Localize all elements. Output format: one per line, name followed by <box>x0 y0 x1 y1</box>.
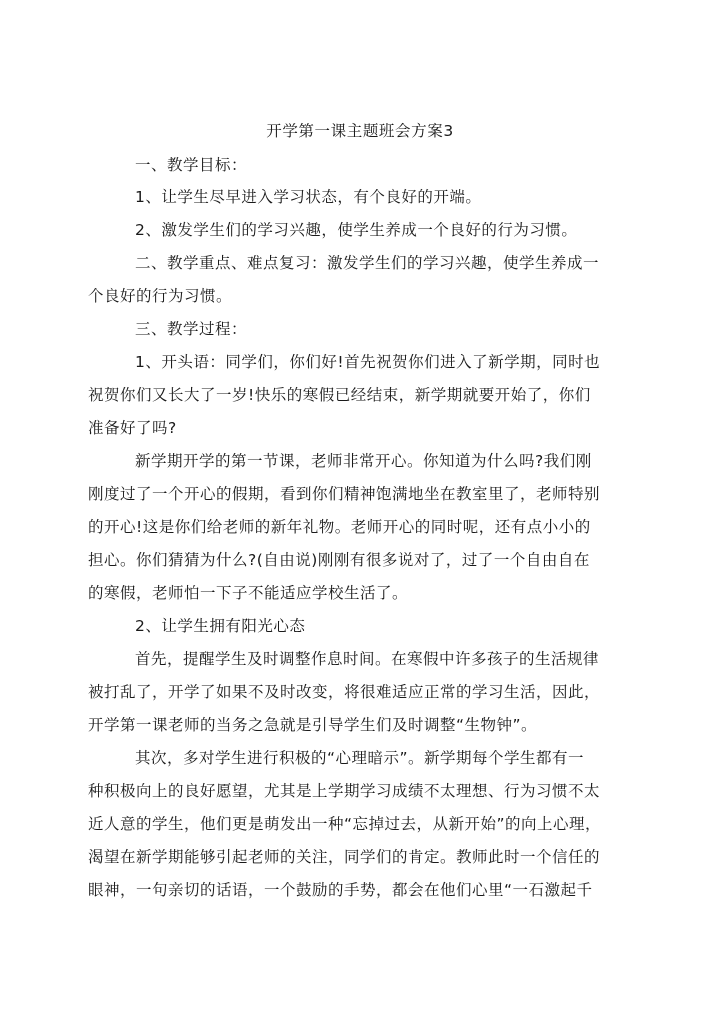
heading-sunny-mindset: 2、让学生拥有阳光心态 <box>135 617 306 635</box>
paragraph-new-term-line-1: 新学期开学的第一节课，老师非常开心。你知道为什么吗?我们刚 <box>135 452 592 470</box>
paragraph-new-term-line-3: 的开心!这是你们给老师的新年礼物。老师开心的同时呢，还有点小小的 <box>88 518 591 536</box>
paragraph-second-line-3: 近人意的学生，他们更是萌发出一种“忘掉过去，从新开始”的向上心理， <box>88 815 602 833</box>
heading-key-points-line-2: 个良好的行为习惯。 <box>88 287 233 305</box>
paragraph-new-term-line-2: 刚度过了一个开心的假期，看到你们精神饱满地坐在教室里了，老师特别 <box>88 485 601 503</box>
goal-item-1: 1、让学生尽早进入学习状态，有个良好的开端。 <box>135 188 482 206</box>
paragraph-first-line-1: 首先，提醒学生及时调整作息时间。在寒假中许多孩子的生活规律 <box>135 650 600 668</box>
heading-teaching-goals: 一、教学目标： <box>135 156 248 174</box>
heading-teaching-process: 三、教学过程： <box>135 320 248 338</box>
paragraph-second-line-5: 眼神，一句亲切的话语，一个鼓励的手势，都会在他们心里“一石激起千 <box>88 881 593 899</box>
document-title: 开学第一课主题班会方案3 <box>266 122 454 140</box>
opening-line-3: 准备好了吗? <box>88 419 177 437</box>
paragraph-new-term-line-4: 担心。你们猜猜为什么?(自由说)刚刚有很多说对了，过了一个自由自在 <box>88 551 590 569</box>
opening-line-1: 1、开头语：同学们，你们好!首先祝贺你们进入了新学期，同时也 <box>135 353 601 371</box>
heading-key-points-line-1: 二、教学重点、难点复习：激发学生们的学习兴趣，使学生养成一 <box>135 254 600 272</box>
paragraph-new-term-line-5: 的寒假，老师怕一下子不能适应学校生活了。 <box>88 584 409 602</box>
paragraph-first-line-2: 被打乱了，开学了如果不及时改变，将很难适应正常的学习生活，因此， <box>88 683 601 701</box>
paragraph-second-line-1: 其次，多对学生进行积极的“心理暗示”。新学期每个学生都有一 <box>135 749 585 767</box>
opening-line-2: 祝贺你们又长大了一岁!快乐的寒假已经结束，新学期就要开始了，你们 <box>88 386 591 404</box>
paragraph-second-line-4: 渴望在新学期能够引起老师的关注，同学们的肯定。教师此时一个信任的 <box>88 848 601 866</box>
paragraph-first-line-3: 开学第一课老师的当务之急就是引导学生们及时调整“生物钟”。 <box>88 716 538 734</box>
goal-item-2: 2、激发学生们的学习兴趣，使学生养成一个良好的行为习惯。 <box>135 221 578 239</box>
paragraph-second-line-2: 种积极向上的良好愿望，尤其是上学期学习成绩不太理想、行为习惯不太 <box>88 782 601 800</box>
